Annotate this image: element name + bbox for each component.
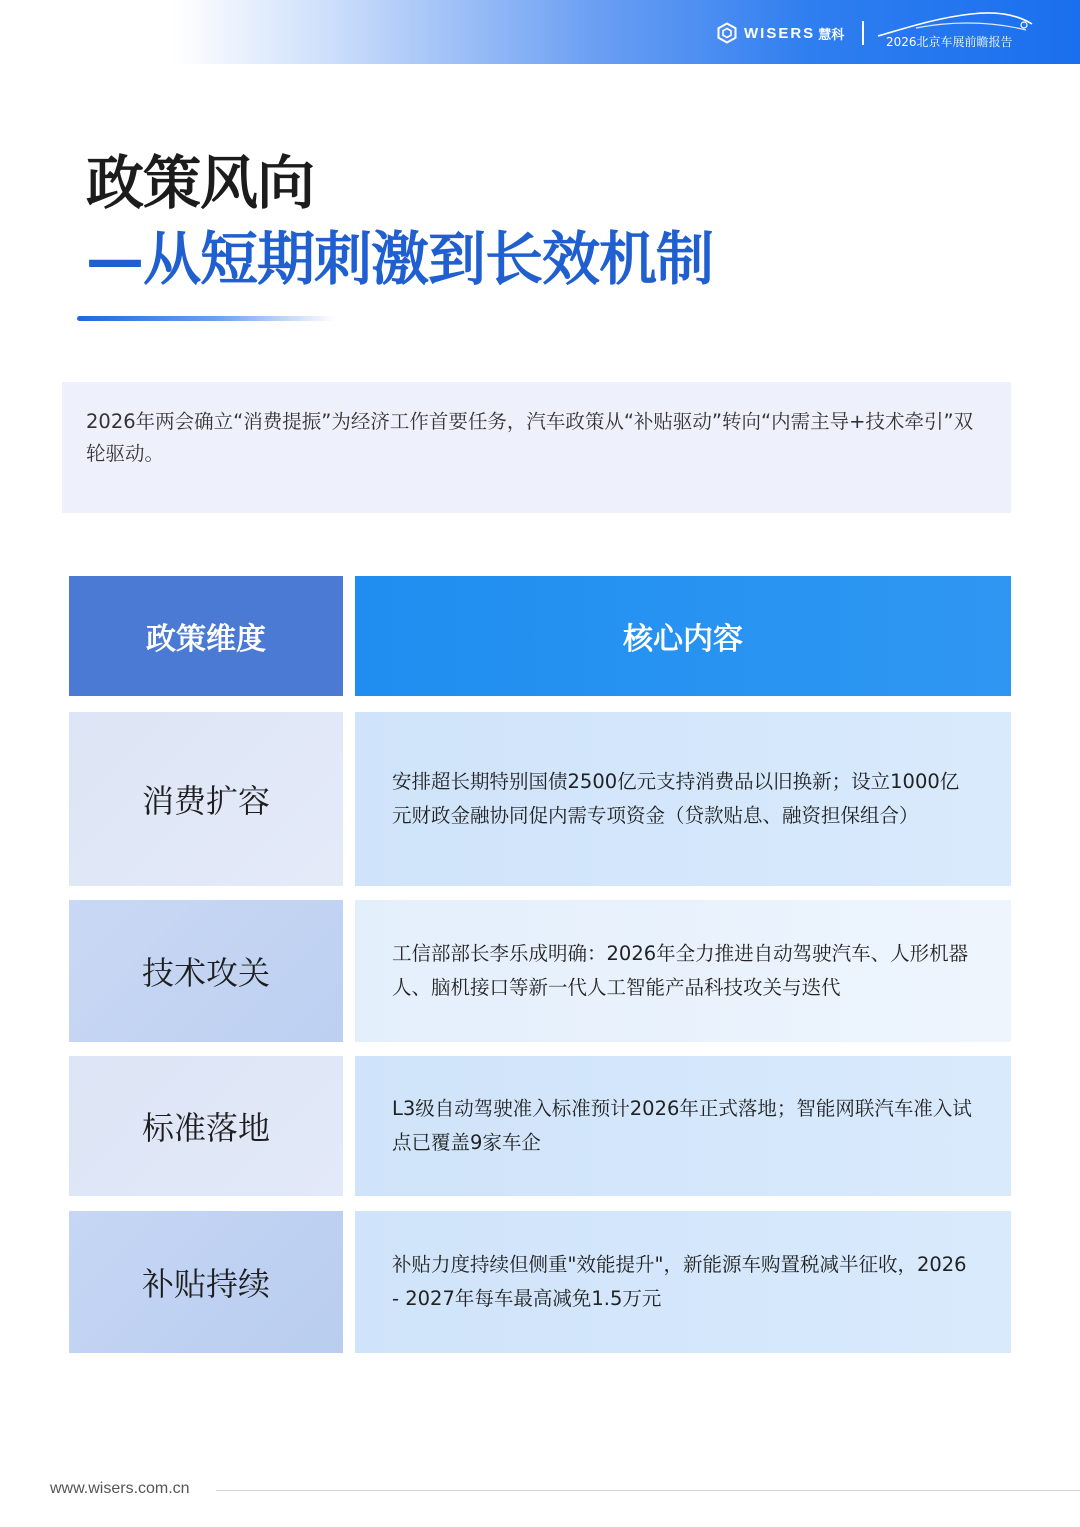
page-title: 政策风向: [86, 149, 315, 217]
report-label: 2026北京车展前瞻报告: [886, 35, 1013, 49]
dimension-consumption: 消费扩容: [69, 712, 343, 886]
content-text: 安排超长期特别国债2500亿元支持消费品以旧换新；设立1000亿元财政金融协同促内需专项资金（贷款贴息、融资担保组合）: [392, 770, 960, 827]
footer-url[interactable]: www.wisers.com.cn: [50, 1480, 190, 1497]
dimension-standards: 标准落地: [69, 1056, 343, 1196]
content-text: 补贴力度持续但侧重"效能提升"，新能源车购置税减半征收，2026 - 2027年每车最高减免1.5万元: [392, 1253, 967, 1310]
content-technology: [355, 900, 1011, 1042]
header-policy-dimension: 政策维度: [69, 576, 343, 696]
hexagon-logo-icon: [716, 22, 738, 44]
header-divider: [862, 21, 864, 45]
page-subtitle: —从短期刺激到长效机制: [86, 225, 714, 293]
content-standards: [355, 1056, 1011, 1196]
content-consumption: [355, 712, 1011, 886]
title-underline: [77, 316, 335, 321]
brand-logo[interactable]: [716, 20, 844, 46]
content-text: L3级自动驾驶准入标准预计2026年正式落地；智能网联汽车准入试点已覆盖9家车企: [392, 1097, 972, 1154]
header-core-content: 核心内容: [355, 576, 1011, 696]
content-text: 工信部部长李乐成明确：2026年全力推进自动驾驶汽车、人形机器人、脑机接口等新一代人工智能产品科技攻关与迭代: [392, 942, 969, 999]
intro-box: [62, 382, 1011, 513]
dimension-subsidy: 补贴持续: [69, 1211, 343, 1353]
brand-chinese-name: 慧科: [818, 27, 845, 43]
content-subsidy: [355, 1211, 1011, 1353]
footer-divider: [216, 1490, 1080, 1491]
brand-name: WISERS: [744, 24, 816, 42]
intro-text: 2026年两会确立“消费提振”为经济工作首要任务，汽车政策从“补贴驱动”转向“内需主导+技术牵引”双轮驱动。: [86, 410, 974, 465]
dimension-technology: 技术攻关: [69, 900, 343, 1042]
